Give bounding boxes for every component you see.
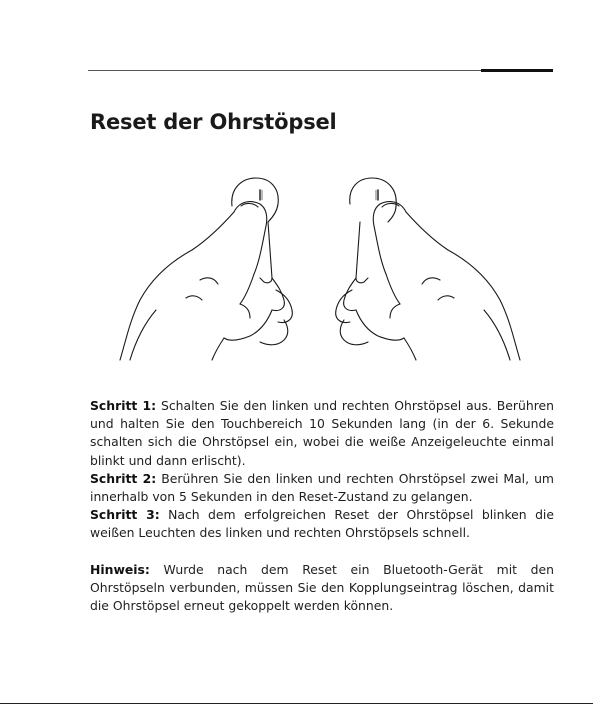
step-3 [90, 506, 554, 542]
footer-rule [0, 703, 593, 704]
page-title: Reset der Ohrstöpsel [90, 110, 337, 134]
right-hand-earbud-icon [336, 178, 520, 360]
step-2-text: Berühren Sie den linken und rechten Ohrstöpsel zwei Mal, um innerhalb von 5 Sekunden in den Reset-Zustand zu gelangen. [90, 470, 554, 505]
step-2-label: Schritt 2: [90, 470, 157, 486]
note [90, 561, 554, 616]
step-1 [90, 397, 554, 470]
header-rule-accent [481, 69, 553, 72]
earbud-reset-illustration [100, 170, 540, 365]
note-label: Hinweis: [90, 561, 150, 577]
step-3-text: Nach dem erfolgreichen Reset der Ohrstöpsel blinken die weißen Leuchten des linken und rechten Ohrstöpsels schnell. [90, 507, 555, 541]
instructions [90, 397, 554, 615]
step-1-label: Schritt 1: [90, 398, 157, 413]
left-hand-earbud-icon [120, 178, 292, 360]
note-text: Wurde nach dem Reset ein Bluetooth-Gerät mit den Ohrstöpseln verbunden, müssen Sie den Kopplungseintrag löschen, damit die Ohrstöpsel erneut gekoppelt werden können. [90, 561, 554, 614]
step-2 [90, 470, 554, 506]
step-3-label: Schritt 3: [90, 507, 160, 523]
step-1-text: Schalten Sie den linken und rechten Ohrstöpsel aus. Berühren und halten Sie den Touchbereich 10 Sekunden lang (in der 6. Sekunde schalten sich die Ohrstöpsel ein, wobei die weiße Anzeigeleuchte einmal blinkt und dann erlischt). [90, 398, 554, 468]
